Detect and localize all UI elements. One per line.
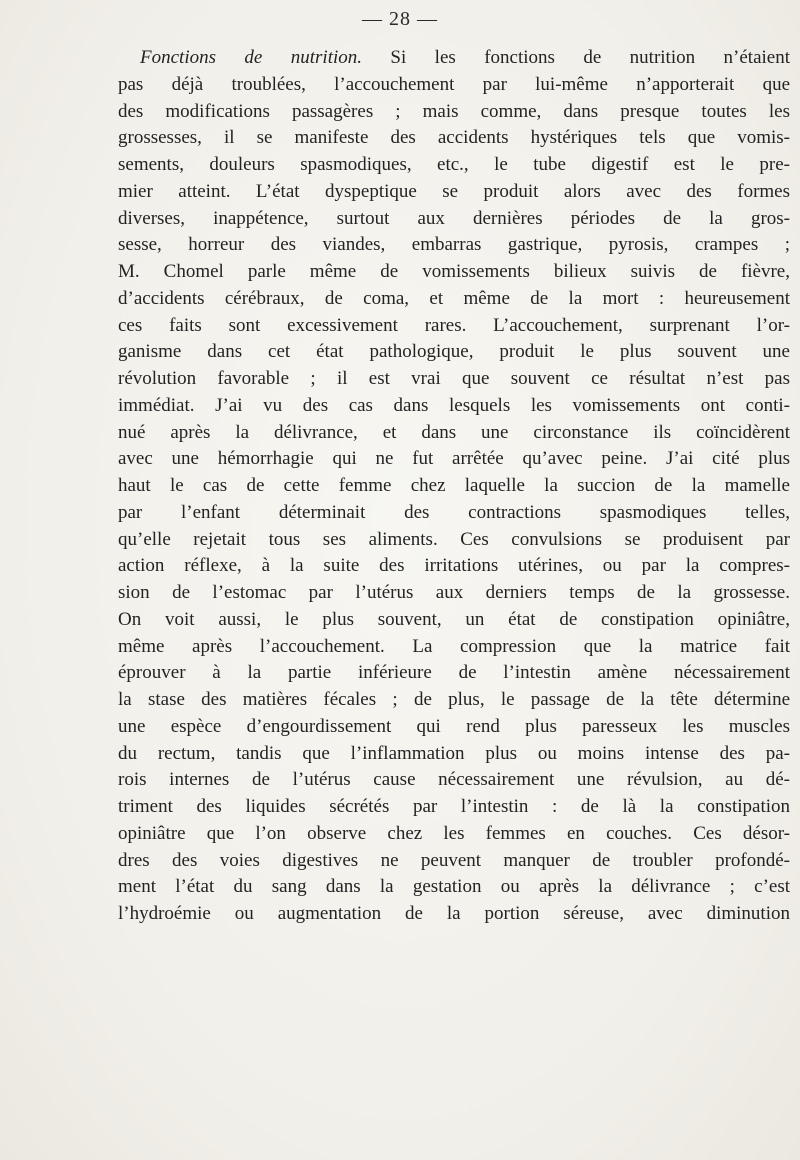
text-line: triment des liquides sécrétés par l’intestin : de là la constipation bbox=[118, 796, 790, 817]
body-paragraph bbox=[118, 45, 790, 928]
text-line: immédiat. J’ai vu des cas dans lesquels les vomissements ont conti- bbox=[118, 394, 790, 416]
text-line: diverses, inappétence, surtout aux dernières périodes de la gros- bbox=[118, 207, 790, 229]
text-line: par l’enfant déterminait des contractions spasmodiques telles, bbox=[118, 501, 790, 523]
text-line: qu’elle rejetait tous ses aliments. Ces convulsions se produisent par bbox=[118, 528, 790, 550]
text-line-content: Si les fonctions de nutrition n’étaient bbox=[362, 47, 790, 68]
text-line: sements, douleurs spasmodiques, etc., le tube digestif est le pre- bbox=[118, 154, 790, 175]
text-line: pas déjà troublées, l’accouchement par lui-même n’apporterait que bbox=[118, 73, 790, 95]
text-line: ganisme dans cet état pathologique, produit le plus souvent une bbox=[118, 341, 790, 363]
text-line: sion de l’estomac par l’utérus aux derniers temps de la grossesse. bbox=[118, 582, 790, 603]
text-line: M. Chomel parle même de vomissements bilieux suivis de fièvre, bbox=[118, 261, 790, 282]
text-line: l’hydroémie ou augmentation de la portion séreuse, avec diminution bbox=[118, 903, 790, 924]
text-line: du rectum, tandis que l’inflammation plus ou moins intense des pa- bbox=[118, 742, 790, 764]
section-lead-italic: Fonctions de nutrition. bbox=[140, 47, 363, 68]
text-line: une espèce d’engourdissement qui rend plus paresseux les muscles bbox=[118, 715, 790, 737]
text-line: avec une hémorrhagie qui ne fut arrêtée qu’avec peine. J’ai cité plus bbox=[118, 448, 790, 470]
text-line: ment l’état du sang dans la gestation ou après la délivrance ; c’est bbox=[118, 876, 790, 898]
text-line: sesse, horreur des viandes, embarras gastrique, pyrosis, crampes ; bbox=[118, 234, 790, 256]
text-line: grossesses, il se manifeste des accidents hystériques tels que vomis- bbox=[118, 127, 790, 149]
text-line: On voit aussi, le plus souvent, un état de constipation opiniâtre, bbox=[118, 608, 790, 630]
text-line: dres des voies digestives ne peuvent manquer de troubler profondé- bbox=[118, 849, 790, 871]
text-line: nué après la délivrance, et dans une circonstance ils coïncidèrent bbox=[118, 421, 790, 443]
text-line: des modifications passagères ; mais comme, dans presque toutes les bbox=[118, 100, 790, 122]
text-line: d’accidents cérébraux, de coma, et même de la mort : heureusement bbox=[118, 287, 790, 309]
text-line: action réflexe, à la suite des irritations utérines, ou par la compres- bbox=[118, 555, 790, 577]
text-line: même après l’accouchement. La compression que la matrice fait bbox=[118, 635, 790, 657]
text-line bbox=[118, 45, 790, 72]
text-line: opiniâtre que l’on observe chez les femmes en couches. Ces désor- bbox=[118, 822, 790, 844]
text-line: ces faits sont excessivement rares. L’accouchement, surprenant l’or- bbox=[118, 314, 790, 336]
text-line: mier atteint. L’état dyspeptique se produit alors avec des formes bbox=[118, 180, 790, 202]
text-line: révolution favorable ; il est vrai que souvent ce résultat n’est pas bbox=[118, 368, 790, 389]
text-line: éprouver à la partie inférieure de l’intestin amène nécessairement bbox=[118, 662, 790, 684]
page-number: — 28 — bbox=[362, 8, 438, 30]
text-line: la stase des matières fécales ; de plus, le passage de la tête détermine bbox=[118, 689, 790, 710]
text-line: haut le cas de cette femme chez laquelle la succion de la mamelle bbox=[118, 475, 790, 496]
text-line: rois internes de l’utérus cause nécessairement une révulsion, au dé- bbox=[118, 769, 790, 791]
